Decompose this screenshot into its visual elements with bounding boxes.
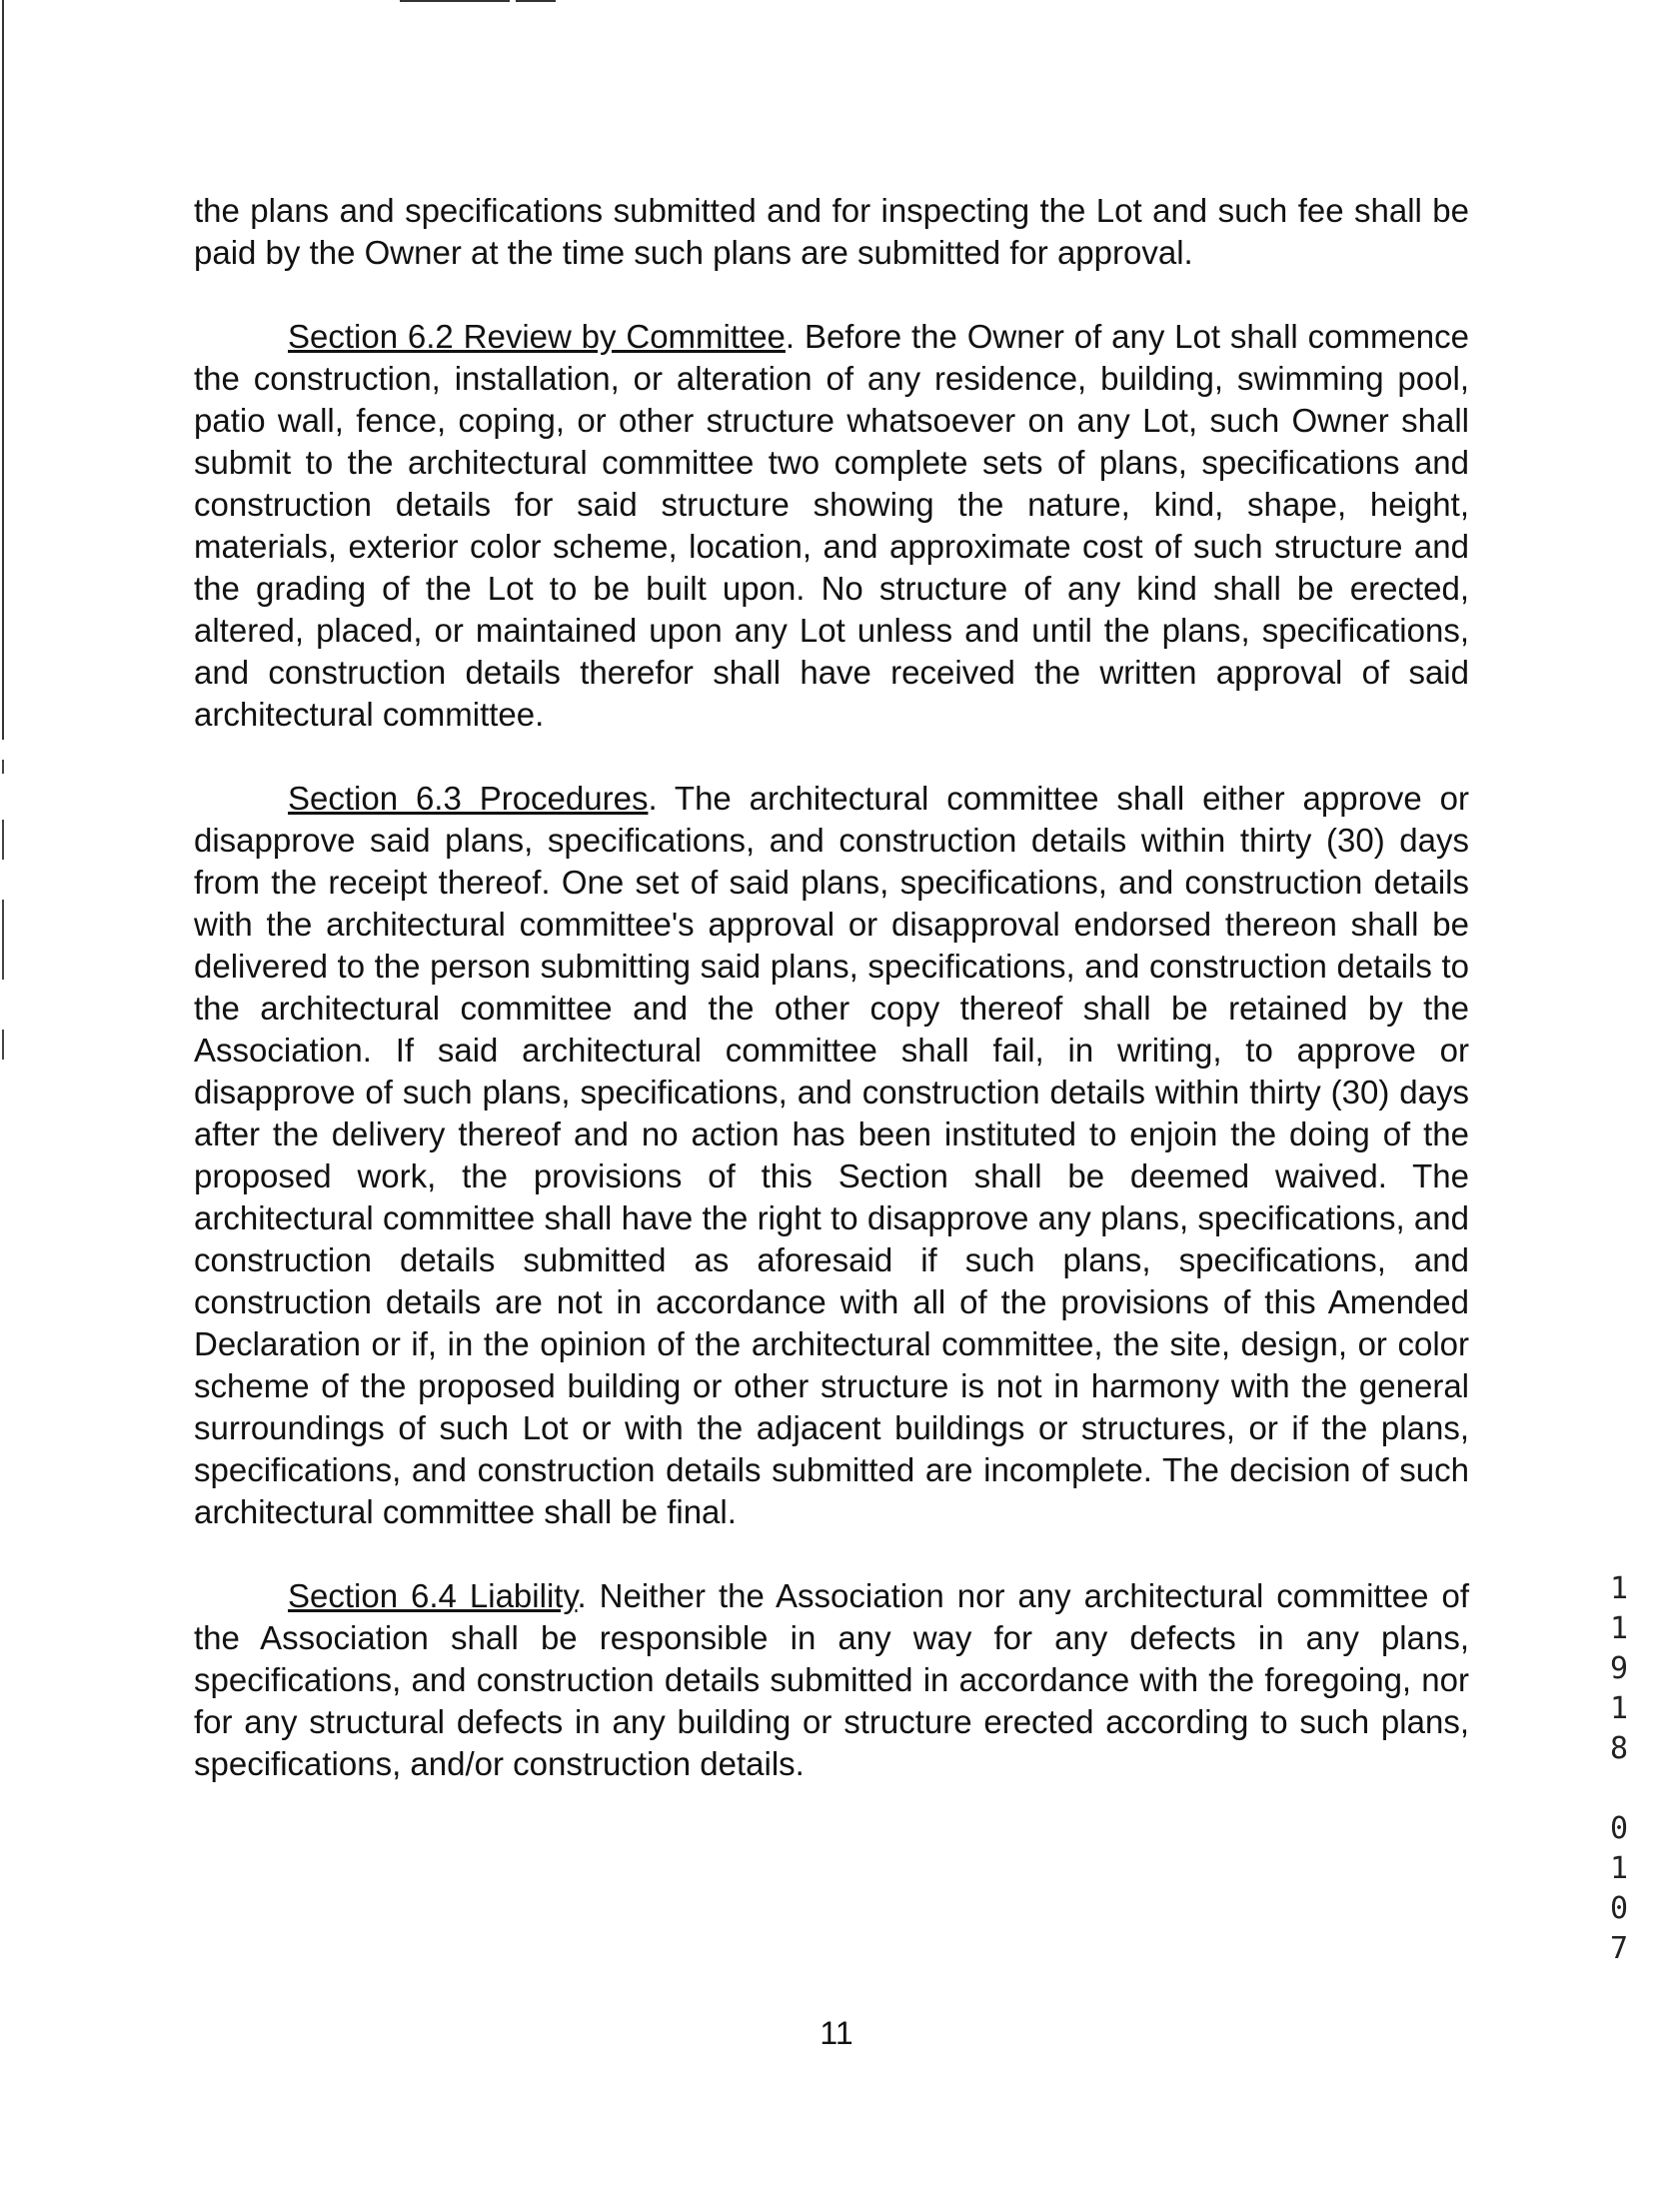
stamp-digit: 0 — [1609, 1891, 1629, 1926]
scan-artifact — [2, 1030, 4, 1060]
stamp-digit: 1 — [1609, 1851, 1629, 1886]
page-number: 11 — [820, 2015, 853, 2051]
scan-artifact — [2, 760, 4, 774]
stamp-digit: 7 — [1609, 1931, 1629, 1966]
section-6-4-paragraph: Section 6.4 Liability. Neither the Association nor any architectural committee of the Association shall be responsible in any way for any defects in any plans, specifications, and construction details submitted in accordance with the foregoing, nor for any structural defects in any building or structure erected according to such plans, specifications, and/or construction details. — [194, 1577, 1469, 1782]
scan-artifact — [516, 0, 556, 2]
section-6-3-body: The architectural committee shall either approve or disapprove said plans, specifications, and construction details within thirty (30) days from the receipt thereof. One set of said plans, specifications, and construction details with the architectural committee's approval or disapproval endorsed thereon shall be delivered to the person submitting said plans, specifications, and construction details to the architectural committee and the other copy thereof shall be retained by the Association. If said architectural committee shall fail, in writing, to approve or disapprove of such plans, specifications, and construction details within thirty (30) days after the delivery thereof and no action has been instituted to enjoin the doing of the proposed work, the provisions of this Section shall be deemed waived. The architectural committee shall have the right to disapprove any plans, specifications, and construction details submitted as aforesaid if such plans, specifications, and construction details are not in accordance with all of the provisions of this Amended Declaration or if, in the opinion of the architectural committee, the site, design, or color scheme of the proposed building or other structure is not in harmony with the general surroundings of such Lot or with the adjacent buildings or structures, or if the plans, specifications, and construction details submitted are incomplete. The decision of such architectural committee shall be final. — [194, 780, 1469, 1530]
scan-artifact — [2, 900, 4, 980]
stamp-digit: 0 — [1609, 1811, 1629, 1846]
document-body — [194, 190, 1469, 1827]
scan-artifact — [400, 0, 510, 2]
section-6-3-heading: Section 6.3 Procedures — [288, 780, 649, 817]
stamp-digit: 1 — [1609, 1691, 1629, 1726]
section-6-2-body: Before the Owner of any Lot shall commence the construction, installation, or alteration of any residence, building, swimming pool, patio wall, fence, coping, or other structure whatsoever on any Lot, such Owner shall submit to the architectural committee two complete sets of plans, specifications and construction details for said structure showing the nature, kind, shape, height, materials, exterior color scheme, location, and approximate cost of such structure and the grading of the Lot to be built upon. No structure of any kind shall be erected, altered, placed, or maintained upon any Lot unless and until the plans, specifications, and construction details therefor shall have received the written approval of said architectural committee. — [194, 318, 1469, 733]
stamp-digit: 1 — [1609, 1611, 1629, 1646]
scan-edge-line — [2, 0, 4, 740]
section-6-2-heading: Section 6.2 Review by Committee — [288, 318, 786, 355]
section-6-4-heading: Section 6.4 Liability — [288, 1577, 578, 1614]
section-6-3-paragraph: Section 6.3 Procedures. The architectural committee shall either approve or disapprove said plans, specifications, and construction details within thirty (30) days from the receipt thereof. One set of said plans, specifications, and construction details with the architectural committee's approval or disapproval endorsed thereon shall be delivered to the person submitting said plans, specifications, and construction details to the architectural committee and the other copy thereof shall be retained by the Association. If said architectural committee shall fail, in writing, to approve or disapprove of such plans, specifications, and construction details within thirty (30) days after the delivery thereof and no action has been instituted to enjoin the doing of the proposed work, the provisions of this Section shall be deemed waived. The architectural committee shall have the right to disapprove any plans, specifications, and construction details submitted as aforesaid if such plans, specifications, and construction details are not in accordance with all of the provisions of this Amended Declaration or if, in the opinion of the architectural committee, the site, design, or color scheme of the proposed building or other structure is not in harmony with the general surroundings of such Lot or with the adjacent buildings or structures, or if the plans, specifications, and construction details submitted are incomplete. The decision of such architectural committee shall be final. — [194, 780, 1469, 1530]
stamp-digit: 1 — [1609, 1571, 1629, 1606]
stamp-digit: 9 — [1609, 1651, 1629, 1686]
stamp-digit: 8 — [1609, 1731, 1629, 1766]
section-6-2-paragraph: Section 6.2 Review by Committee. Before the Owner of any Lot shall commence the construction, installation, or alteration of any residence, building, swimming pool, patio wall, fence, coping, or other structure whatsoever on any Lot, such Owner shall submit to the architectural committee two complete sets of plans, specifications and construction details for said structure showing the nature, kind, shape, height, materials, exterior color scheme, location, and approximate cost of such structure and the grading of the Lot to be built upon. No structure of any kind shall be erected, altered, placed, or maintained upon any Lot unless and until the plans, specifications, and construction details therefor shall have received the written approval of said architectural committee. — [194, 318, 1469, 733]
margin-recording-stamp — [1599, 1569, 1639, 1969]
scan-artifact — [2, 820, 4, 860]
section-6-4-body: Neither the Association nor any architectural committee of the Association shall be responsible in any way for any defects in any plans, specifications, and construction details submitted in accordance with the foregoing, nor for any structural defects in any building or structure erected according to such plans, specifications, and/or construction details. — [194, 1577, 1469, 1782]
stamp-gap — [1599, 1769, 1639, 1809]
continuation-paragraph: the plans and specifications submitted and for inspecting the Lot and such fee shall be paid by the Owner at the time such plans are submitted for approval. — [194, 192, 1469, 271]
